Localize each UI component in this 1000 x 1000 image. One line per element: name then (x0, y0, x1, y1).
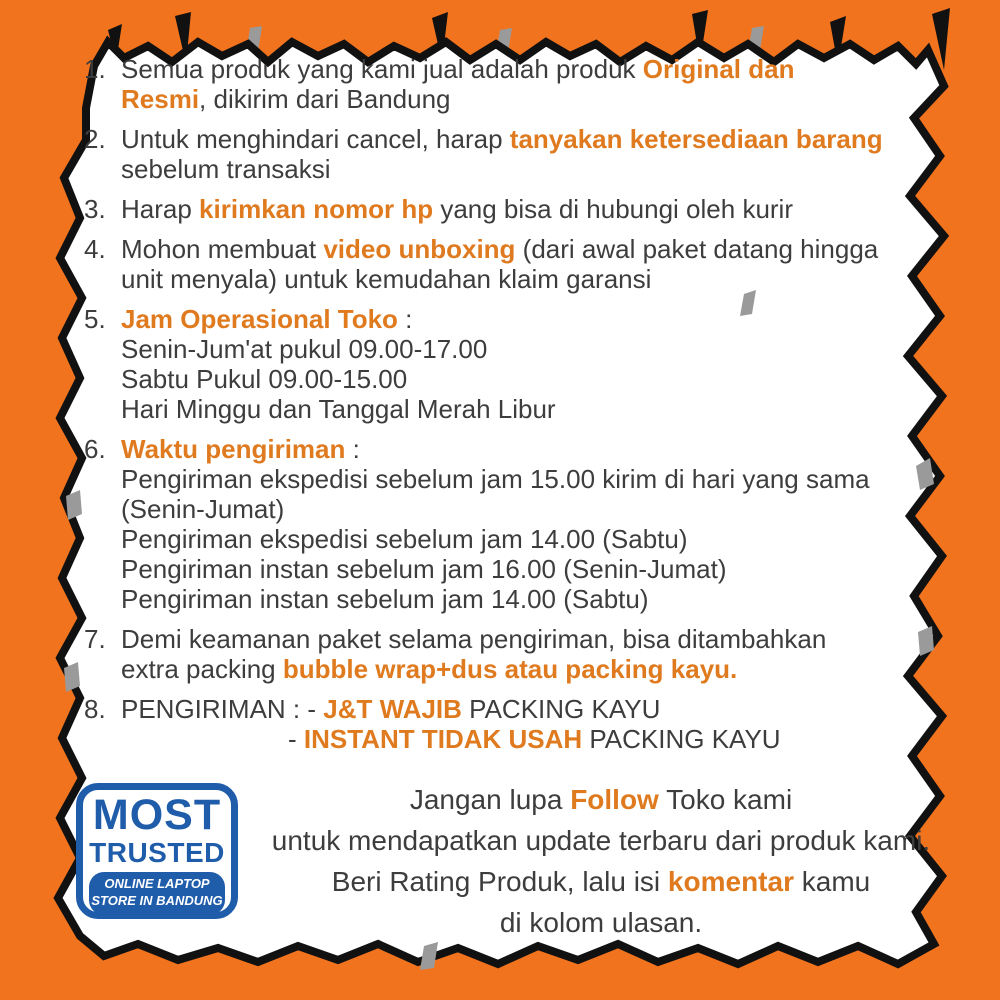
badge-title-trusted: TRUSTED (89, 836, 225, 868)
rule-line (121, 394, 914, 424)
text-segment: : (397, 304, 413, 334)
text-segment: (Senin-Jumat) (121, 494, 285, 524)
rule-line (121, 154, 914, 184)
rule-item-2 (84, 124, 914, 184)
badge-subtitle-pill (89, 872, 225, 915)
rule-body (121, 304, 914, 424)
text-segment: extra packing (121, 654, 283, 684)
rule-line (121, 624, 914, 654)
rule-item-3 (84, 194, 914, 224)
rule-line (121, 364, 914, 394)
badge-subtitle-line2: STORE IN BANDUNG (91, 893, 223, 909)
rule-number: 4. (84, 234, 106, 264)
text-segment: yang bisa di hubungi oleh kurir (433, 194, 793, 224)
most-trusted-badge (76, 783, 238, 919)
rule-item-6 (84, 434, 914, 614)
highlight-text: video unboxing (323, 234, 516, 264)
text-segment: Hari Minggu dan Tanggal Merah Libur (121, 394, 556, 424)
text-segment: Jangan lupa (409, 784, 571, 815)
badge-title-most: MOST (92, 791, 222, 839)
footer-line (248, 820, 954, 861)
highlight-text: bubble wrap+dus atau packing kayu (282, 654, 731, 684)
rule-line (121, 194, 914, 224)
rule-item-8 (84, 694, 914, 754)
rule-body (121, 624, 914, 684)
badge-subtitle-line1: ONLINE LAPTOP (104, 876, 210, 892)
rule-line (121, 584, 914, 614)
text-segment: Demi keamanan paket selama pengiriman, bisa ditambahkan (121, 624, 827, 654)
text-segment: Semua produk yang kami jual adalah produk (121, 54, 643, 84)
text-segment: PACKING KAYU (461, 694, 661, 724)
text-segment: Toko kami (658, 784, 793, 815)
highlight-text: Follow (570, 784, 659, 815)
rule-line (121, 304, 914, 334)
text-segment: PACKING KAYU (582, 724, 781, 754)
text-segment: Beri Rating Produk, lalu isi (331, 866, 668, 897)
text-segment: Pengiriman ekspedisi sebelum jam 14.00 (Sabtu) (121, 524, 688, 554)
highlight-text: . (730, 654, 738, 684)
rule-item-5 (84, 304, 914, 424)
rule-item-4 (84, 234, 914, 294)
text-segment: di kolom ulasan. (499, 907, 703, 938)
highlight-text: Waktu pengiriman (121, 434, 346, 464)
rule-body (121, 124, 914, 184)
rule-line (121, 494, 914, 524)
rule-line (121, 524, 914, 554)
rule-line (121, 124, 914, 154)
highlight-text: J&T WAJIB (323, 694, 462, 724)
text-segment: (dari awal paket datang hingga (515, 234, 879, 264)
rule-line (121, 234, 914, 264)
text-segment: Untuk menghindari cancel, harap (121, 124, 510, 154)
rule-line (121, 554, 914, 584)
text-segment: Mohon membuat (121, 234, 324, 264)
text-segment: untuk mendapatkan update terbaru dari produk kami. (271, 825, 931, 856)
rule-number: 5. (84, 304, 106, 334)
text-segment: unit menyala) untuk kemudahan klaim garansi (121, 264, 652, 294)
text-segment: Sabtu Pukul 09.00-15.00 (121, 364, 408, 394)
text-segment: Pengiriman instan sebelum jam 16.00 (Senin-Jumat) (121, 554, 727, 584)
rules-list (84, 54, 914, 764)
rule-line (121, 464, 914, 494)
rule-line (121, 84, 914, 114)
highlight-text: komentar (667, 866, 794, 897)
rule-number: 8. (84, 694, 106, 724)
rule-line (121, 264, 914, 294)
rule-body (121, 234, 914, 294)
text-segment: sebelum transaksi (121, 154, 331, 184)
rule-number: 7. (84, 624, 106, 654)
text-segment: : (345, 434, 360, 464)
rule-body (121, 694, 914, 754)
text-segment: - (288, 724, 304, 754)
highlight-text: Resmi (121, 84, 200, 114)
rule-line (121, 724, 914, 754)
text-segment: , dikirim dari Bandung (199, 84, 451, 114)
text-segment: Harap (121, 194, 200, 224)
rule-line (121, 434, 914, 464)
text-segment: Pengiriman ekspedisi sebelum jam 15.00 kirim di hari yang sama (121, 464, 870, 494)
highlight-text: kirimkan nomor hp (199, 194, 434, 224)
rule-body (121, 194, 914, 224)
rule-body (121, 54, 914, 114)
footer-note (248, 779, 954, 943)
text-segment: Pengiriman instan sebelum jam 14.00 (Sabtu) (121, 584, 649, 614)
footer-line (248, 779, 954, 820)
highlight-text: INSTANT TIDAK USAH (303, 724, 583, 754)
text-segment: PENGIRIMAN : - (121, 694, 324, 724)
rule-number: 2. (84, 124, 106, 154)
rule-line (121, 54, 914, 84)
rule-body (121, 434, 914, 614)
footer-line (248, 902, 954, 943)
highlight-text: Original dan (642, 54, 795, 84)
rule-line (121, 694, 914, 724)
rule-item-1 (84, 54, 914, 114)
rule-item-7 (84, 624, 914, 684)
footer-line (248, 861, 954, 902)
rule-number: 1. (84, 54, 106, 84)
rule-line (121, 334, 914, 364)
highlight-text: Jam Operasional Toko (121, 304, 398, 334)
highlight-text: tanyakan ketersediaan barang (509, 124, 883, 154)
rule-number: 6. (84, 434, 106, 464)
text-segment: Senin-Jum'at pukul 09.00-17.00 (121, 334, 488, 364)
text-segment: kamu (793, 866, 871, 897)
rule-line (121, 654, 914, 684)
rule-number: 3. (84, 194, 106, 224)
